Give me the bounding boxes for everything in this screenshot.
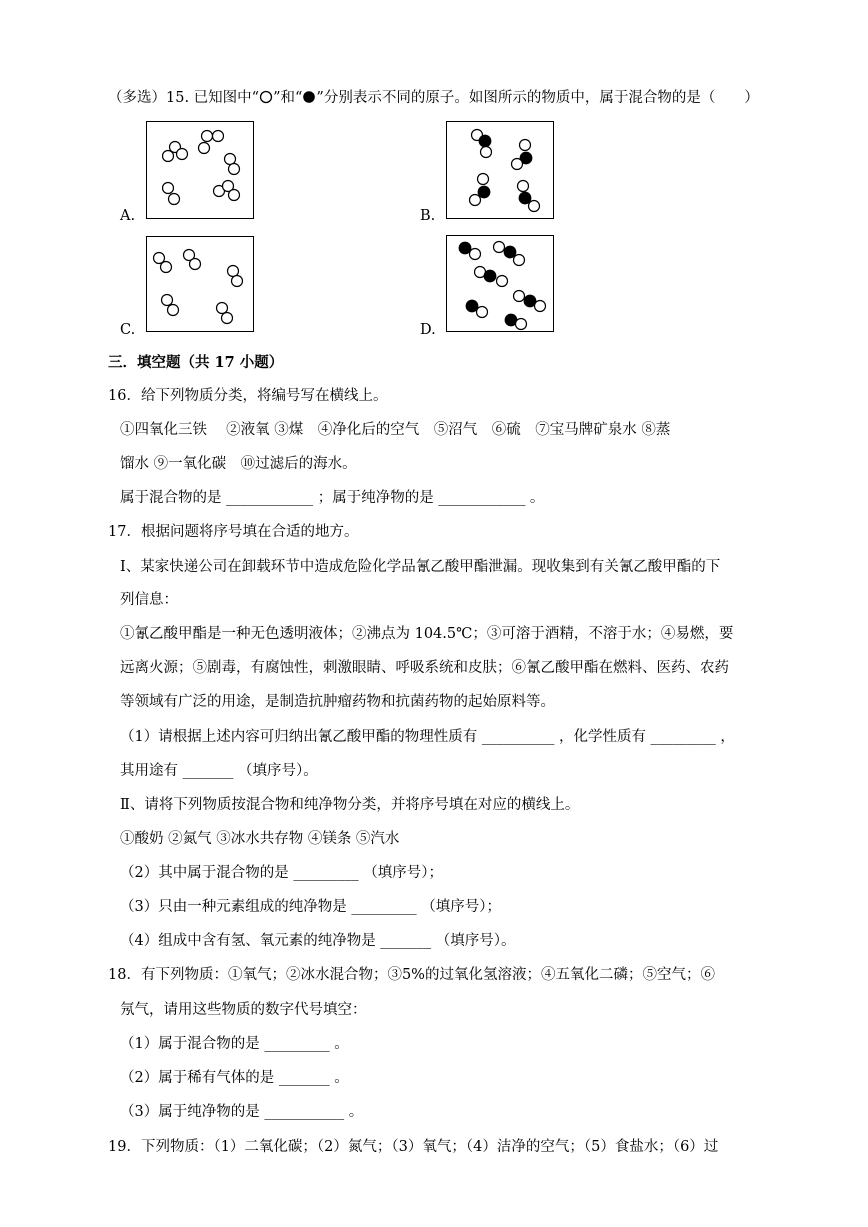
q17-s1b: 其用途有 _______ （填序号）。 <box>120 763 318 779</box>
q17-s4: （4）组成中含有氢、氧元素的纯净物是 _______ （填序号）。 <box>120 933 516 949</box>
white-atom-icon <box>259 90 273 104</box>
q18-stem-a: 18．有下列物质：①氧气；②冰水混合物；③5%的过氧化氢溶液；④五氧化二磷；⑤空气；⑥ <box>108 967 715 983</box>
q16-line3: 属于混合物的是 ____________ ；属于纯净物的是 ____________ 。 <box>120 490 545 506</box>
q17-p1b: 列信息： <box>120 592 178 608</box>
option-c-molecules <box>147 237 253 331</box>
option-d-label: D. <box>420 322 436 338</box>
q16-line2: 馏水 ⑨一氧化碳 ⑩过滤后的海水。 <box>120 456 357 472</box>
q17-p3: Ⅱ、请将下列物质按混合物和纯净物分类，并将序号填在对应的横线上。 <box>120 797 580 813</box>
option-c-label: C. <box>120 322 136 338</box>
q17-p1a: Ⅰ、某家快递公司在卸载环节中造成危险化学品氰乙酸甲酯泄漏。现收集到有关氰乙酸甲酯的下 <box>120 559 721 575</box>
q18-stem-b: 氖气，请用这些物质的数字代号填空： <box>120 1002 367 1018</box>
q16-stem: 16．给下列物质分类，将编号写在横线上。 <box>108 388 388 404</box>
option-d-diagram <box>446 235 554 332</box>
q17-p2a: ①氰乙酸甲酯是一种无色透明液体；②沸点为 104.5℃；③可溶于酒精，不溶于水；④易燃，要 <box>120 626 734 642</box>
q18-s2: （2）属于稀有气体的是 _______ 。 <box>120 1070 349 1086</box>
q19-stem: 19．下列物质：（1）二氧化碳；（2）氮气；（3）氧气；（4）洁净的空气；（5）食盐水；（6）过 <box>108 1139 719 1155</box>
q18-s1: （1）属于混合物的是 _________ 。 <box>120 1036 349 1052</box>
q17-s2: （2）其中属于混合物的是 _________ （填序号）； <box>120 865 443 881</box>
section-title: 三．填空题（共 17 小题） <box>108 354 284 371</box>
option-b-molecules <box>447 122 553 218</box>
option-a-label: A. <box>120 208 136 224</box>
q17-s3: （3）只由一种元素组成的纯净物是 _________ （填序号）； <box>120 899 501 915</box>
option-b-label: B. <box>420 208 436 224</box>
black-atom-icon <box>302 90 316 104</box>
option-b-diagram <box>446 121 554 219</box>
option-c-diagram <box>146 236 254 332</box>
q17-p2c: 等领域有广泛的用途，是制造抗肿瘤药物和抗菌药物的起始原料等。 <box>120 694 555 710</box>
q17-p2b: 远离火源；⑤剧毒，有腐蚀性，刺激眼睛、呼吸系统和皮肤；⑥氰乙酸甲酯在燃料、医药、农药 <box>120 660 729 676</box>
q17-stem: 17．根据问题将序号填在合适的地方。 <box>108 524 359 540</box>
option-d-molecules <box>447 236 553 331</box>
option-a-diagram <box>146 121 254 219</box>
q17-p4: ①酸奶 ②氮气 ③冰水共存物 ④镁条 ⑤汽水 <box>120 831 400 847</box>
q18-s3: （3）属于纯净物的是 ___________ 。 <box>120 1104 364 1120</box>
option-a-molecules <box>147 122 253 218</box>
q15-stem: （多选）15. 已知图中“ ”和“ ”分别表示不同的原子。如图所示的物质中，属于混合物的是（ ） <box>108 90 759 106</box>
q17-s1a: （1）请根据上述内容可归纳出氰乙酸甲酯的物理性质有 __________ ，化学性质有 _________ ， <box>120 729 735 745</box>
q16-line1: ①四氧化三铁 ②液氧 ③煤 ④净化后的空气 ⑤沼气 ⑥硫 ⑦宝马牌矿泉水 ⑧蒸 <box>120 422 671 438</box>
